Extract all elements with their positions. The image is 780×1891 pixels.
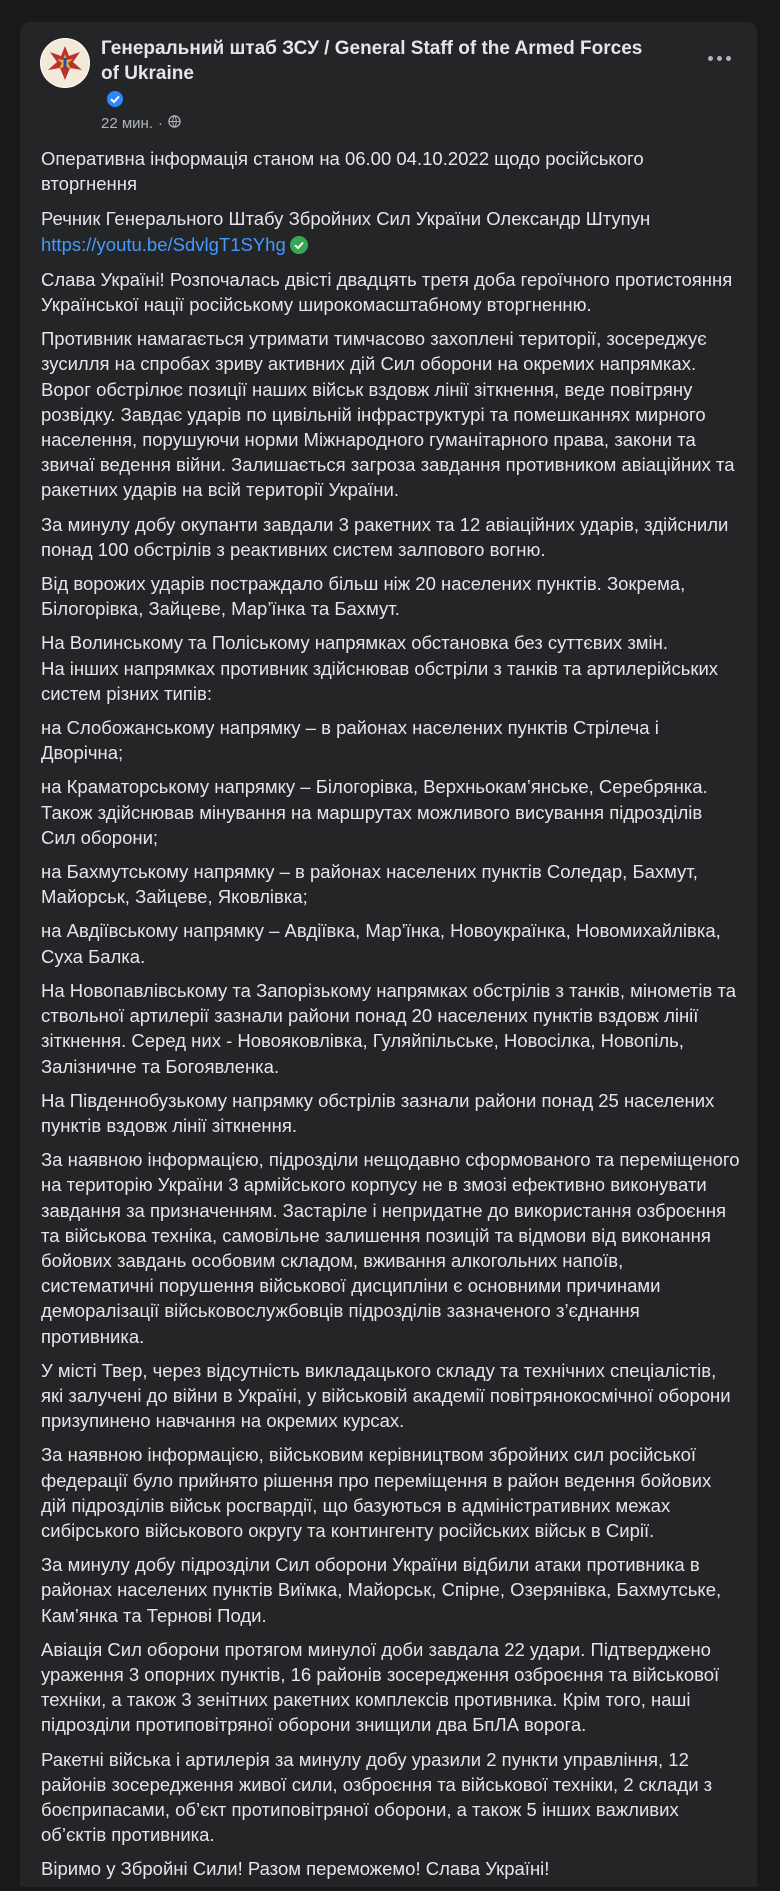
post-paragraph: на Слобожанському напрямку – в районах населених пунктів Стрілеча і Дворічна; (41, 717, 659, 764)
paragraph-line: На Волинському та Поліському напрямках обстановка без суттєвих змін. (41, 632, 668, 654)
post-paragraph: Авіація Сил оборони протягом минулої доби завдала 22 удари. Підтверджено ураження 3 опорних пунктів, 16 районів зосередження озброєння та військової техніки, а також 3 зенітних ракетних комплексів противника. Крім того, наші підрозділи протиповітряної оборони знищили два БпЛА ворога. (41, 1638, 720, 1736)
post-paragraph: На Новопавлівському та Запорізькому напрямках обстрілів з танків, мінометів та ствольної артилерії зазнали райони понад 20 населених пунктів вздовж лінії зіткнення. Серед них - Новояковлівка, Гуляйпільське, Новосілка, Новопіль, Залізничне та Богоявленка. (41, 979, 736, 1077)
more-options-icon[interactable] (699, 46, 739, 70)
post-paragraph (41, 206, 741, 256)
post-body (41, 146, 741, 1891)
post-timestamp[interactable]: 22 мин. (101, 115, 153, 132)
author-name[interactable]: Генеральний штаб ЗСУ / General Staff of the Armed Forces of Ukraine (101, 38, 643, 84)
post-paragraph: Віримо у Збройні Сили! Разом переможемо! Слава Україні! (41, 1858, 550, 1880)
post-paragraph: У місті Твер, через відсутність викладацького складу та технічних спеціалістів, які залучені до війни в Україні, у військовій академії повітрянокосмічної оборони призупинено навчання на окремих курсах. (41, 1359, 731, 1432)
post-paragraph: на Авдіївському напрямку – Авдіївка, Мар’їнка, Новоукраїнка, Новомихайлівка, Суха Балка. (41, 920, 721, 967)
post-paragraph: За минулу добу підрозділи Сил оборони України відбили атаки противника в районах населених пунктів Виїмка, Майорськ, Спірне, Озерянівка, Бахмутське, Кам’янка та Тернові Поди. (41, 1554, 722, 1626)
post-paragraph (41, 630, 741, 706)
post-header (20, 22, 757, 142)
meta-separator: · (158, 115, 163, 132)
globe-icon[interactable] (168, 115, 181, 132)
check-mark-icon (290, 236, 308, 254)
post-paragraph: Противник намагається утримати тимчасово захоплені території, зосереджує зусилля на спробах зриву активних дій Сил оборони на окремих напрямках. Ворог обстрілює позиції наших військ вздовж лінії зіткнення, веде повітряну розвідку. Завдає ударів по цивільній інфраструктурі та помешканнях мирного населення, порушуючи норми Міжнародного гуманітарного права, закони та звичаї ведення війни. Залишається загроза завдання противником авіаційних та ракетних ударів на всій території України. (41, 328, 735, 501)
author-avatar[interactable] (40, 38, 90, 88)
speaker-line: Речник Генерального Штабу Збройних Сил України Олександр Штупун (41, 208, 651, 230)
general-staff-emblem-icon (40, 38, 90, 88)
post-paragraph: на Бахмутському напрямку – в районах населених пунктів Соледар, Бахмут, Майорськ, Зайцеве, Яковлівка; (41, 861, 698, 908)
post-meta (101, 115, 181, 132)
post-paragraph: За наявною інформацією, військовим керівництвом збройних сил російської федерації було прийнято рішення про переміщення в район ведення бойових дій підрозділів військ росгвардії, що базуються в адміністративних межах сибірського військового округу та контингенту російських військ в Сирії. (41, 1444, 712, 1541)
post-paragraph: Ракетні війська і артилерія за минулу добу уразили 2 пункти управління, 12 районів зосередження живої сили, озброєння та військової техніки, 2 склади з боєприпасами, об’єкт протиповітряної оборони, а також 5 інших важливих об’єктів противника. (41, 1748, 713, 1846)
youtube-link[interactable]: https://youtu.be/SdvlgT1SYhg (41, 233, 286, 255)
verified-badge-icon (107, 91, 123, 107)
post-card (20, 22, 757, 1887)
post-paragraph: За наявною інформацією, підрозділи нещодавно сформованого та переміщеного на територію України 3 армійського корпусу не в змозі ефективно виконувати завдання за призначенням. Застаріле і непридатне до використання озброєння та військова техніка, самовільне залишення позицій та відмови від виконання бойових завдань особовим складом, вживання алкогольних напоїв, систематичні порушення військової дисципліни є основними причинами деморалізації військовослужбовців підрозділів зазначеного з’єднання противника. (41, 1149, 740, 1347)
post-paragraph: За минулу добу окупанти завдали 3 ракетних та 12 авіаційних ударів, здійснили понад 100 обстрілів з реактивних систем залпового вогню. (41, 513, 729, 560)
post-paragraph: на Краматорському напрямку – Білогорівка, Верхньокам’янське, Серебрянка. Також здійснював мінування на маршрутах можливого висування підрозділів Сил оборони; (41, 776, 708, 848)
post-paragraph: Слава Україні! Розпочалась двісті двадцять третя доба героїчного протистояння Української нації російському широкомасштабному вторгненню. (41, 268, 733, 316)
post-paragraph: Оперативна інформація станом на 06.00 04.10.2022 щодо російського вторгнення (41, 148, 644, 195)
post-paragraph: Від ворожих ударів постраждало більш ніж 20 населених пунктів. Зокрема, Білогорівка, Зайцеве, Мар’їнка та Бахмут. (41, 573, 686, 620)
post-paragraph: На Південнобузькому напрямку обстрілів зазнали райони понад 25 населених пунктів вздовж лінії зіткнення. (41, 1089, 715, 1136)
paragraph-line: На інших напрямках противник здійснював обстріли з танків та артилерійських систем різних типів: (41, 657, 719, 704)
